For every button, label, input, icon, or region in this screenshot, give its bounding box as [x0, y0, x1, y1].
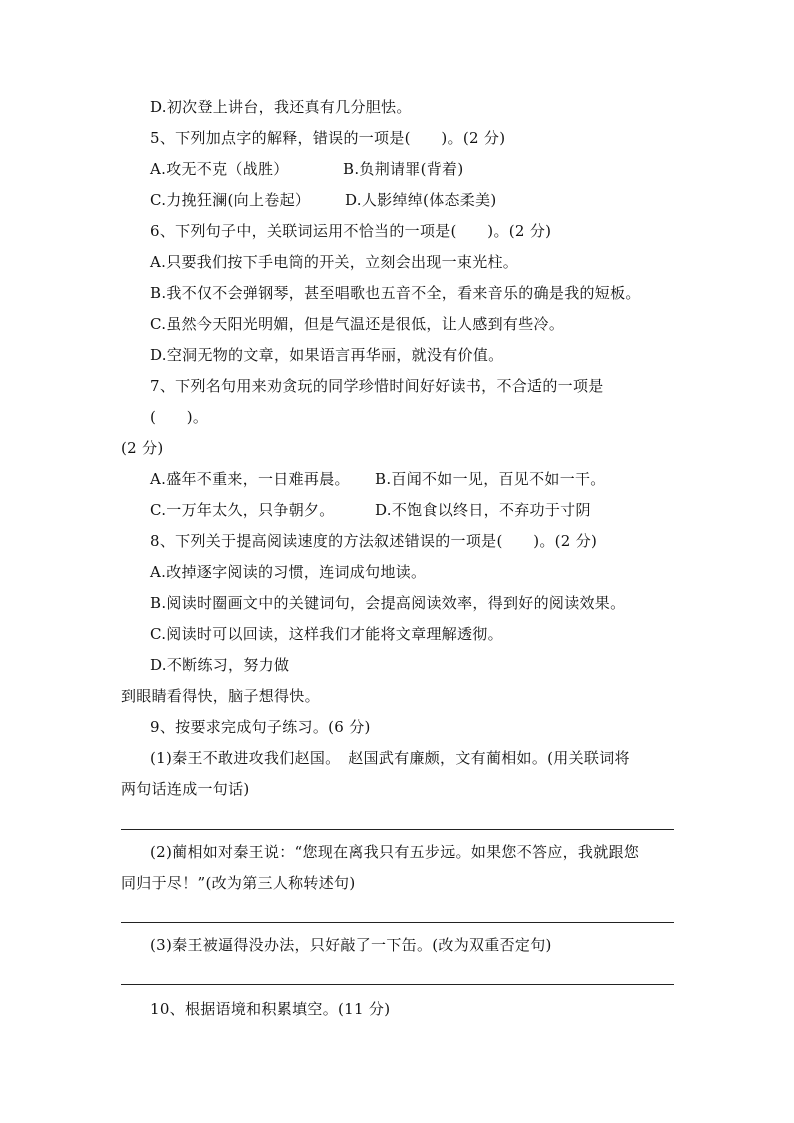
question-8-option-d-continued: 到眼睛看得快，脑子想得快。 — [121, 687, 320, 705]
question-8: 8、下列关于提高阅读速度的方法叙述错误的一项是( )。(2 分) — [150, 532, 598, 550]
question-9-part-2: (2)蔺相如对秦王说：“您现在离我只有五步远。如果您不答应，我就跟您 — [150, 843, 640, 861]
question-6-option-b: B.我不仅不会弹钢琴，甚至唱歌也五音不全，看来音乐的确是我的短板。 — [150, 284, 641, 302]
question-5-option-c: C.力挽狂澜(向上卷起） — [150, 191, 311, 209]
question-7-option-c: C.一万年太久，只争朝夕。 — [150, 501, 335, 519]
question-9: 9、按要求完成句子练习。(6 分) — [150, 718, 371, 736]
question-7-score: (2 分) — [121, 439, 164, 457]
question-9-part-1: (1)秦王不敢进攻我们赵国。 赵国武有廉颇，文有蔺相如。(用关联词将 — [150, 749, 630, 767]
question-7-option-d: D.不饱食以终日，不弃功于寸阴 — [375, 501, 591, 519]
question-8-option-b: B.阅读时圈画文中的关键词句，会提高阅读效率，得到好的阅读效果。 — [150, 594, 626, 612]
question-6-option-a: A.只要我们按下手电筒的开关，立刻会出现一束光柱。 — [150, 253, 519, 271]
question-8-option-d: D.不断练习，努力做 — [150, 656, 290, 674]
question-5-option-d: D.人影绰绰(体态柔美) — [345, 191, 497, 209]
question-7: 7、下列名句用来劝贪玩的同学珍惜时间好好读书，不合适的一项是 — [150, 377, 604, 395]
question-6: 6、下列句子中，关联词运用不恰当的一项是( )。(2 分) — [150, 222, 552, 240]
question-8-option-a: A.改掉逐字阅读的习惯，连词成句地读。 — [150, 563, 427, 581]
question-10: 10、根据语境和积累填空。(11 分) — [150, 1000, 391, 1018]
question-5-option-b: B.负荆请罪(背着) — [343, 160, 464, 178]
question-6-option-c: C.虽然今天阳光明媚，但是气温还是很低，让人感到有些冷。 — [150, 315, 565, 333]
question-9-part-2-continued: 同归于尽！”(改为第三人称转述句) — [121, 874, 356, 892]
question-9-part-1-continued: 两句话连成一句话) — [121, 780, 250, 798]
answer-line-3[interactable] — [121, 984, 674, 985]
question-7-option-b: B.百闻不如一见，百见不如一干。 — [375, 470, 606, 488]
option-d-line: D.初次登上讲台，我还真有几分胆怯。 — [150, 98, 412, 116]
answer-line-2[interactable] — [121, 922, 674, 923]
question-7-blank: ( )。 — [150, 408, 209, 426]
answer-line-1[interactable] — [121, 829, 674, 830]
question-9-part-3: (3)秦王被逼得没办法，只好敲了一下缶。(改为双重否定句) — [150, 936, 552, 954]
question-6-option-d: D.空洞无物的文章，如果语言再华丽，就没有价值。 — [150, 346, 504, 364]
question-7-option-a: A.盛年不重来，一日难再晨。 — [150, 470, 350, 488]
question-8-option-c: C.阅读时可以回读，这样我们才能将文章理解透彻。 — [150, 625, 503, 643]
question-5: 5、下列加点字的解释，错误的一项是( )。(2 分) — [150, 129, 506, 147]
question-5-option-a: A.攻无不克（战胜） — [150, 160, 289, 178]
